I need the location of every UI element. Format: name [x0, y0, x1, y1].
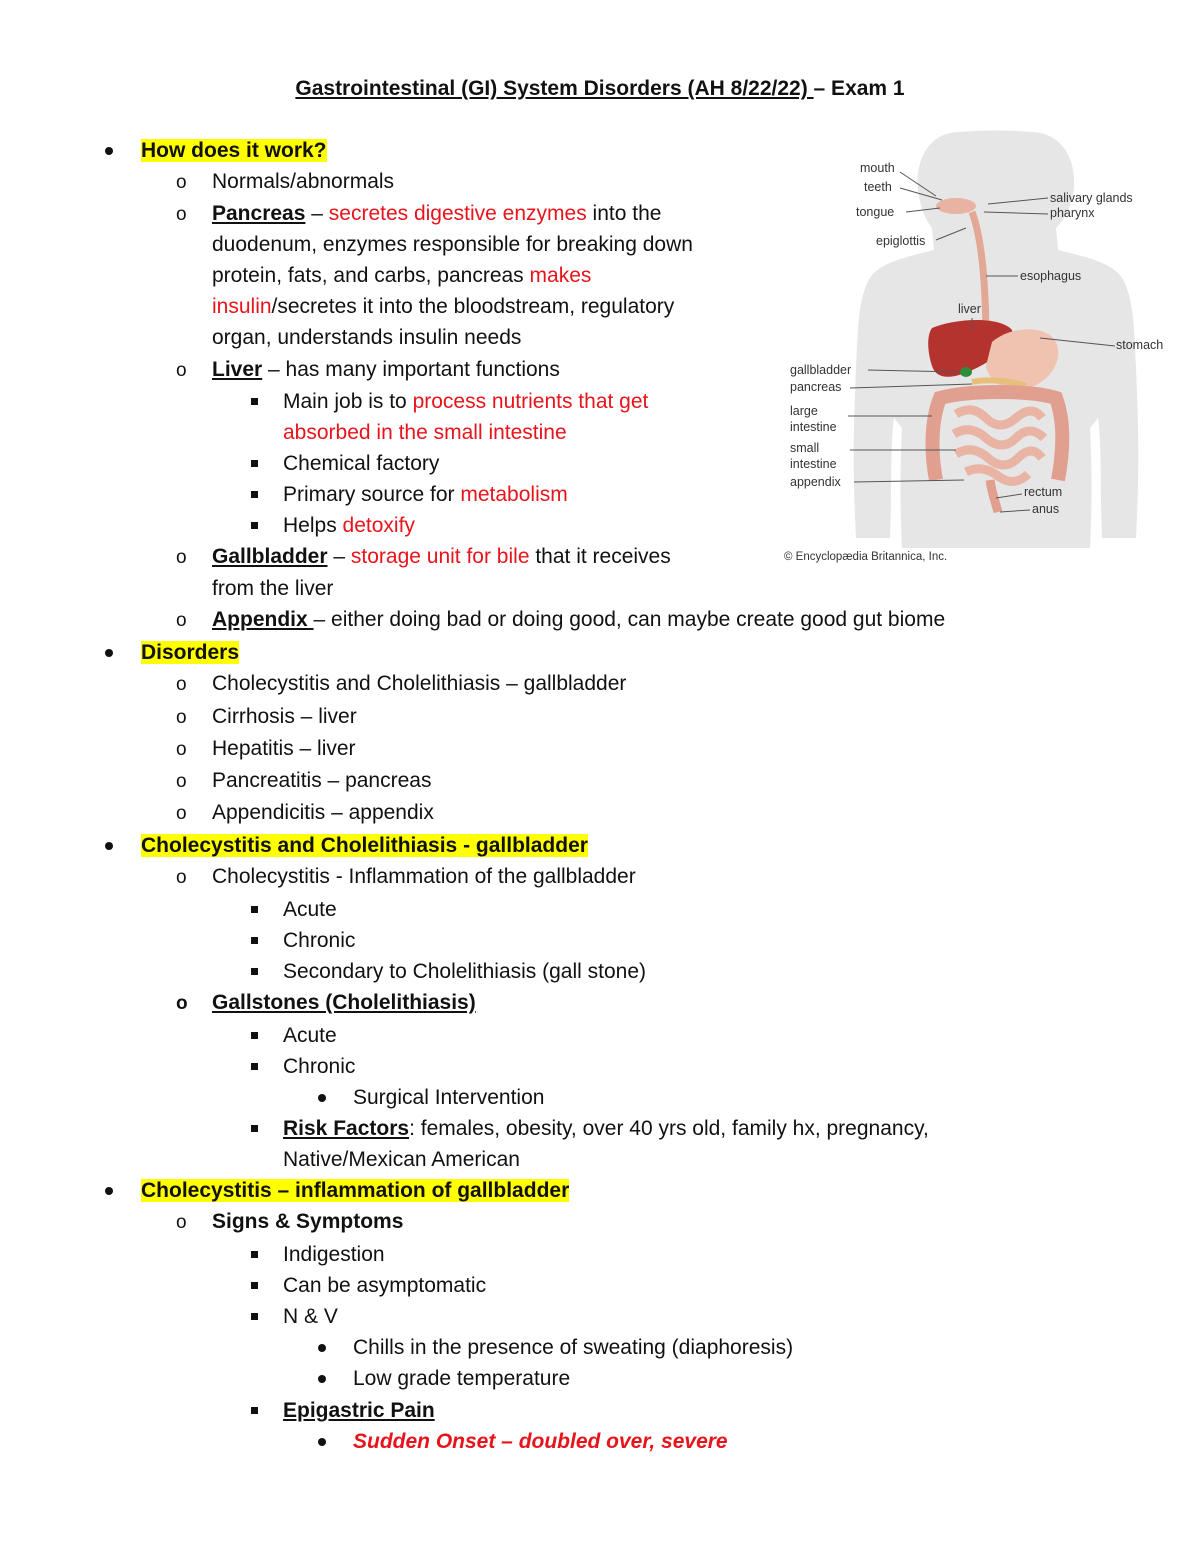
chole-sub-acute: Acute — [283, 898, 337, 921]
square-bullet-icon — [251, 1063, 258, 1070]
square-bullet-icon — [251, 1125, 258, 1132]
square-bullet-icon — [251, 522, 258, 529]
signs-symptoms-heading: Signs & Symptoms — [212, 1210, 404, 1233]
gallbladder-organ — [960, 367, 972, 377]
liver-sub-3: Primary source for metabolism — [283, 483, 568, 506]
label-appendix: appendix — [790, 475, 841, 489]
square-bullet-icon — [251, 1407, 258, 1414]
circle-bullet-icon: o — [176, 610, 187, 631]
circle-bullet-icon: o — [176, 204, 187, 225]
label-mouth: mouth — [860, 161, 895, 175]
disorder-item: Pancreatitis – pancreas — [212, 769, 432, 792]
digestive-system-illustration — [760, 128, 1180, 568]
disorder-item: Cholecystitis and Cholelithiasis – gallbladder — [212, 672, 627, 695]
disorder-item: Appendicitis – appendix — [212, 801, 434, 824]
bullet-icon — [105, 147, 113, 155]
label-salivary: salivary glands — [1050, 191, 1133, 205]
liver-sub-1: Main job is to process nutrients that get — [283, 390, 649, 413]
normals-line: Normals/abnormals — [212, 170, 395, 193]
bullet-icon — [318, 1375, 326, 1383]
bullet-icon — [105, 842, 113, 850]
bullet-icon — [318, 1438, 326, 1446]
liver-line: Liver – has many important functions — [212, 358, 560, 381]
circle-bullet-icon: o — [176, 1212, 187, 1233]
circle-bullet-icon: o — [176, 771, 187, 792]
surgical-intervention: Surgical Intervention — [353, 1086, 545, 1109]
liver-sub-4: Helps detoxify — [283, 514, 415, 537]
liver-sub-1b: absorbed in the small intestine — [283, 421, 567, 444]
label-large-1: large — [790, 404, 818, 418]
title-suffix: – Exam 1 — [813, 77, 905, 100]
square-bullet-icon — [251, 1032, 258, 1039]
circle-bullet-icon: o — [176, 739, 187, 760]
symptom-lowgrade: Low grade temperature — [353, 1367, 571, 1390]
risk-factors-line-2: Native/Mexican American — [283, 1148, 520, 1171]
bullet-icon — [105, 1187, 113, 1195]
circle-bullet-icon: o — [176, 993, 188, 1014]
circle-bullet-icon: o — [176, 707, 187, 728]
circle-bullet-icon: o — [176, 360, 187, 381]
pancreas-line-5: organ, understands insulin needs — [212, 326, 522, 349]
label-liver: liver — [958, 302, 981, 316]
square-bullet-icon — [251, 906, 258, 913]
label-anus: anus — [1032, 502, 1060, 516]
disorder-item: Cirrhosis – liver — [212, 705, 357, 728]
label-gallbladder: gallbladder — [790, 363, 852, 377]
cholecystitis-item: Cholecystitis - Inflammation of the gallbladder — [212, 865, 636, 888]
mouth-organ — [936, 198, 976, 214]
symptom-nv: N & V — [283, 1305, 338, 1328]
circle-bullet-icon: o — [176, 172, 187, 193]
pancreas-line-2: duodenum, enzymes responsible for breaking down — [212, 233, 693, 256]
epigastric-pain: Epigastric Pain — [283, 1399, 435, 1422]
square-bullet-icon — [251, 1313, 258, 1320]
square-bullet-icon — [251, 460, 258, 467]
chole-sub-chronic: Chronic — [283, 929, 356, 952]
gallbladder-line-1: Gallbladder – storage unit for bile that it receives — [212, 545, 671, 568]
title-main: Gastrointestinal (GI) System Disorders (AH 8/22/22) — [295, 77, 814, 100]
label-teeth: teeth — [864, 180, 892, 194]
gallstones-heading: Gallstones (Cholelithiasis) — [212, 991, 476, 1014]
chole-sub-secondary: Secondary to Cholelithiasis (gall stone) — [283, 960, 647, 983]
sudden-onset: Sudden Onset – doubled over, severe — [353, 1430, 728, 1453]
bullet-icon — [105, 649, 113, 657]
disorder-item: Hepatitis – liver — [212, 737, 356, 760]
bullet-icon — [318, 1094, 326, 1102]
pancreas-line-1: Pancreas – secretes digestive enzymes into the — [212, 202, 662, 225]
label-pharynx: pharynx — [1050, 206, 1095, 220]
label-epiglottis: epiglottis — [876, 234, 926, 248]
symptom-asymptomatic: Can be asymptomatic — [283, 1274, 487, 1297]
circle-bullet-icon: o — [176, 547, 187, 568]
label-rectum: rectum — [1024, 485, 1063, 499]
section-heading-cholecystitis: Cholecystitis – inflammation of gallbladder — [141, 1179, 570, 1202]
square-bullet-icon — [251, 1282, 258, 1289]
risk-factors-line-1: Risk Factors: females, obesity, over 40 yrs old, family hx, pregnancy, — [283, 1117, 929, 1140]
label-large-2: intestine — [790, 420, 837, 434]
label-tongue: tongue — [856, 205, 895, 219]
label-stomach: stomach — [1116, 338, 1164, 352]
bullet-icon — [318, 1344, 326, 1352]
pancreas-line-3: protein, fats, and carbs, pancreas makes — [212, 264, 592, 287]
section-heading-disorders: Disorders — [141, 641, 240, 664]
section-heading-chole: Cholecystitis and Cholelithiasis - gallbladder — [141, 834, 588, 857]
square-bullet-icon — [251, 398, 258, 405]
symptom-chills: Chills in the presence of sweating (diaphoresis) — [353, 1336, 794, 1359]
circle-bullet-icon: o — [176, 674, 187, 695]
label-pancreas: pancreas — [790, 380, 842, 394]
liver-sub-2: Chemical factory — [283, 452, 440, 475]
digestive-system-diagram — [760, 128, 1180, 568]
label-small-2: intestine — [790, 457, 837, 471]
gallstones-acute: Acute — [283, 1024, 337, 1047]
circle-bullet-icon: o — [176, 803, 187, 824]
square-bullet-icon — [251, 491, 258, 498]
label-esophagus: esophagus — [1020, 269, 1082, 283]
square-bullet-icon — [251, 937, 258, 944]
figure-credit: © Encyclopædia Britannica, Inc. — [784, 551, 948, 563]
appendix-line: Appendix – either doing bad or doing good, can maybe create good gut biome — [212, 608, 946, 631]
gallstones-chronic: Chronic — [283, 1055, 356, 1078]
square-bullet-icon — [251, 1251, 258, 1258]
section-heading-how: How does it work? — [141, 139, 327, 162]
label-small-1: small — [790, 441, 820, 455]
square-bullet-icon — [251, 968, 258, 975]
symptom-indigestion: Indigestion — [283, 1243, 385, 1266]
pancreas-line-4: insulin/secretes it into the bloodstream, regulatory — [212, 295, 675, 318]
page-title — [0, 76, 1200, 102]
circle-bullet-icon: o — [176, 867, 187, 888]
gallbladder-line-2: from the liver — [212, 577, 334, 600]
